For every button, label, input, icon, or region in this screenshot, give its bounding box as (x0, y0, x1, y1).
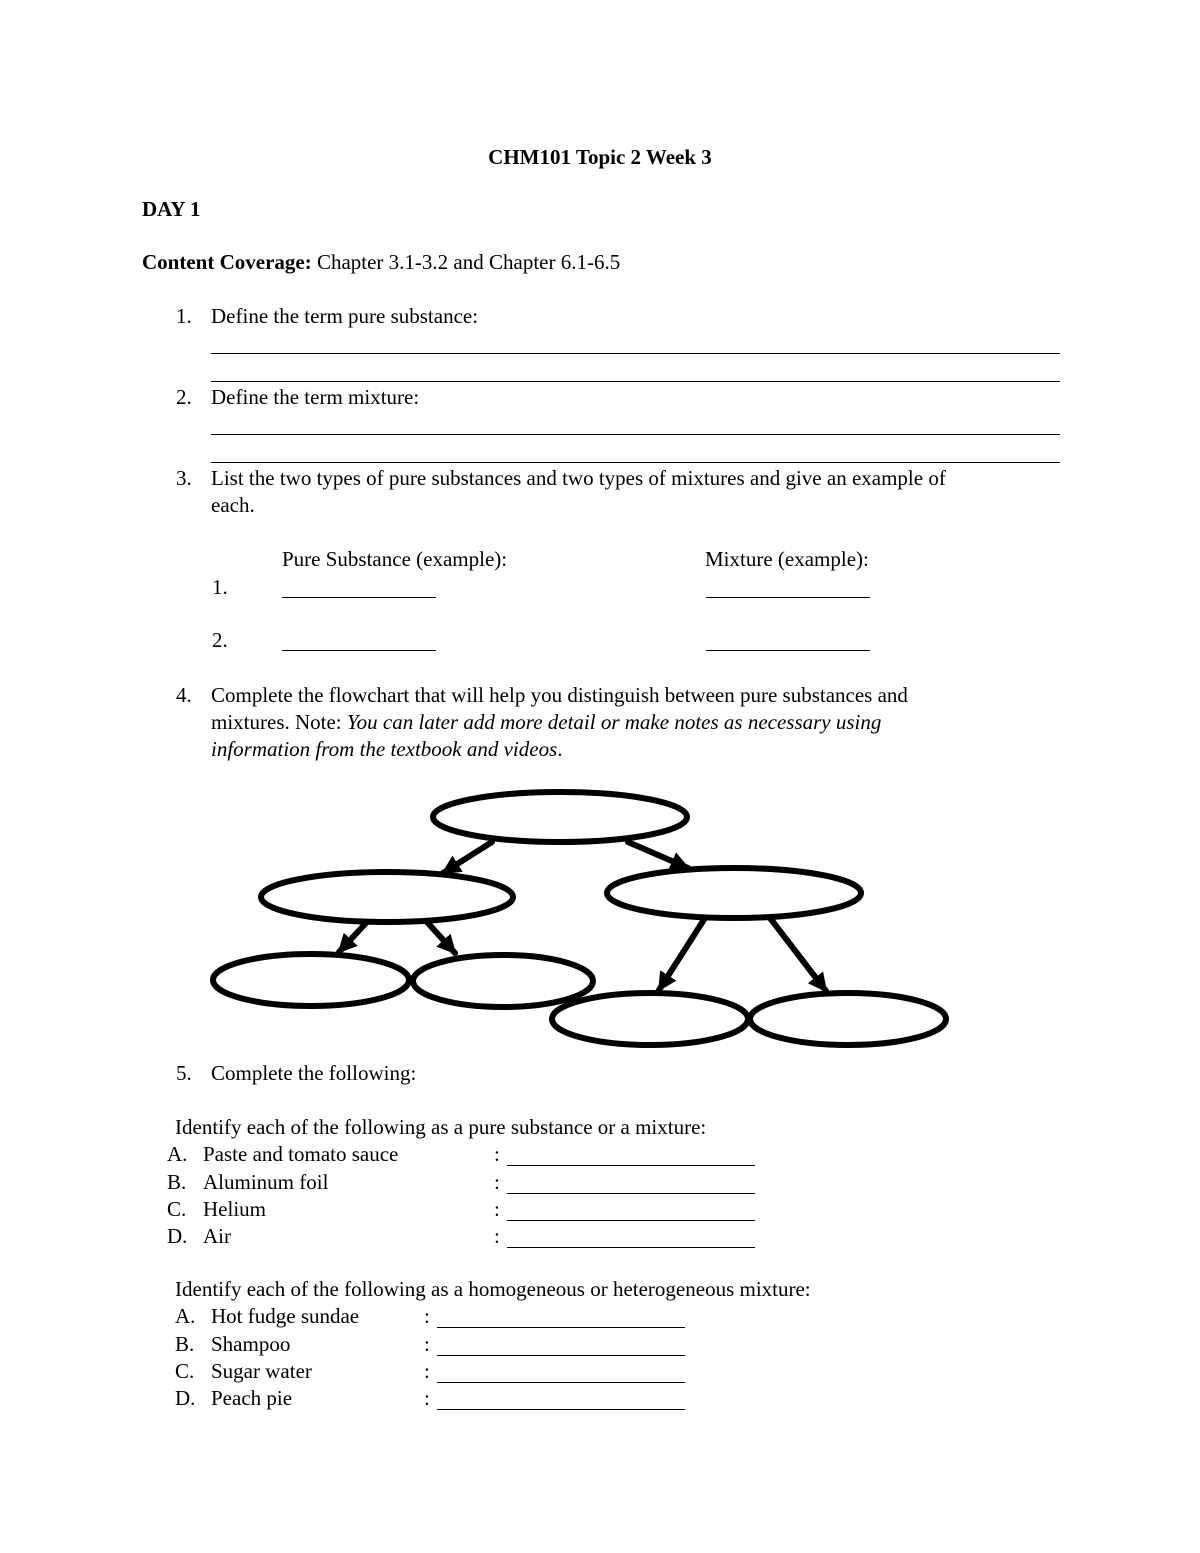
q5-part2-answer-c[interactable] (437, 1382, 685, 1383)
arrow-top-to-right (628, 842, 688, 868)
q5-part2-letter-b: B. (175, 1332, 195, 1356)
q1-text: Define the term pure substance: (211, 304, 479, 328)
q4-note-italic-2: information from the textbook and videos (211, 737, 558, 761)
q3-row-2-number: 2. (212, 628, 228, 652)
flowchart-middle-right-node[interactable] (607, 868, 861, 918)
q5-part2-answer-b[interactable] (437, 1355, 685, 1356)
arrow-top-to-left (443, 842, 492, 873)
q2-text: Define the term mixture: (211, 385, 420, 409)
q5-part1-colon-a: : (494, 1142, 500, 1166)
q5-part1-letter-c: C. (167, 1197, 187, 1221)
q3-text-line-2: each. (211, 493, 255, 517)
q3-row-1-number: 1. (212, 575, 228, 599)
q3-mixture-header: Mixture (example): (705, 547, 869, 571)
q5-part2-colon-a: : (424, 1304, 430, 1328)
q5-part2-colon-d: : (424, 1386, 430, 1410)
q5-part1-colon-d: : (494, 1224, 500, 1248)
flowchart-top-node[interactable] (433, 792, 687, 842)
content-coverage-label: Content Coverage: (142, 250, 312, 274)
q5-part1-colon-b: : (494, 1170, 500, 1194)
q4-note-label: mixtures. Note: (211, 710, 347, 734)
q4-number: 4. (176, 683, 192, 707)
flowchart-bottom-node-4[interactable] (750, 993, 946, 1045)
arrow-left-to-center (427, 922, 455, 953)
q5-part1-item-a: Paste and tomato sauce (203, 1142, 399, 1166)
q5-part2-item-d: Peach pie (211, 1386, 293, 1410)
q4-text-line-1: Complete the flowchart that will help you distinguish between pure substances and (211, 683, 908, 707)
page-title: CHM101 Topic 2 Week 3 (488, 145, 712, 169)
flowchart-bottom-node-1[interactable] (213, 954, 409, 1006)
flowchart-bottom-node-2[interactable] (413, 955, 593, 1007)
flowchart-middle-left-node[interactable] (261, 872, 513, 922)
q5-part1-letter-d: D. (167, 1224, 188, 1248)
q5-part1-item-d: Air (203, 1224, 231, 1248)
q5-text: Complete the following: (211, 1061, 417, 1085)
q5-part1-item-c: Helium (203, 1197, 266, 1221)
q5-part1-letter-b: B. (167, 1170, 187, 1194)
q2-number: 2. (176, 385, 192, 409)
q5-part2-letter-c: C. (175, 1359, 195, 1383)
q5-part2-colon-c: : (424, 1359, 430, 1383)
q3-number: 3. (176, 466, 192, 490)
q5-part1-item-b: Aluminum foil (203, 1170, 329, 1194)
arrow-right-to-bottom-right (770, 918, 826, 991)
q5-part1-answer-c[interactable] (507, 1220, 755, 1221)
flowchart-bottom-node-3[interactable] (552, 993, 748, 1045)
q5-part2-colon-b: : (424, 1332, 430, 1356)
q3-pure-substance-header: Pure Substance (example): (282, 547, 508, 571)
arrow-right-to-bottom-left (659, 918, 705, 990)
q5-part1-answer-a[interactable] (507, 1165, 755, 1166)
q5-part2-item-a: Hot fudge sundae (211, 1304, 360, 1328)
content-coverage-text: Chapter 3.1-3.2 and Chapter 6.1-6.5 (316, 250, 621, 274)
q5-part1-prompt: Identify each of the following as a pure substance or a mixture: (175, 1115, 707, 1139)
q5-part2-answer-d[interactable] (437, 1409, 685, 1410)
q4-note-italic-1: You can later add more detail or make notes as necessary using (346, 710, 882, 734)
q5-part1-answer-b[interactable] (507, 1193, 755, 1194)
q5-part1-colon-c: : (494, 1197, 500, 1221)
q5-part2-item-b: Shampoo (211, 1332, 291, 1356)
q5-part2-item-c: Sugar water (211, 1359, 312, 1383)
q5-part1-letter-a: A. (167, 1142, 188, 1166)
q5-number: 5. (176, 1061, 192, 1085)
q3-text-line-1: List the two types of pure substances and two types of mixtures and give an example of (211, 466, 946, 490)
q5-part2-letter-d: D. (175, 1386, 196, 1410)
q5-part2-letter-a: A. (175, 1304, 196, 1328)
q5-part1-answer-d[interactable] (507, 1247, 755, 1248)
q1-number: 1. (176, 304, 192, 328)
q5-part2-prompt: Identify each of the following as a homogeneous or heterogeneous mixture: (175, 1277, 811, 1301)
arrow-left-to-leftmost (339, 922, 367, 952)
q4-note-end: . (557, 737, 563, 761)
q5-part2-answer-a[interactable] (437, 1327, 685, 1328)
day-heading: DAY 1 (142, 197, 201, 221)
